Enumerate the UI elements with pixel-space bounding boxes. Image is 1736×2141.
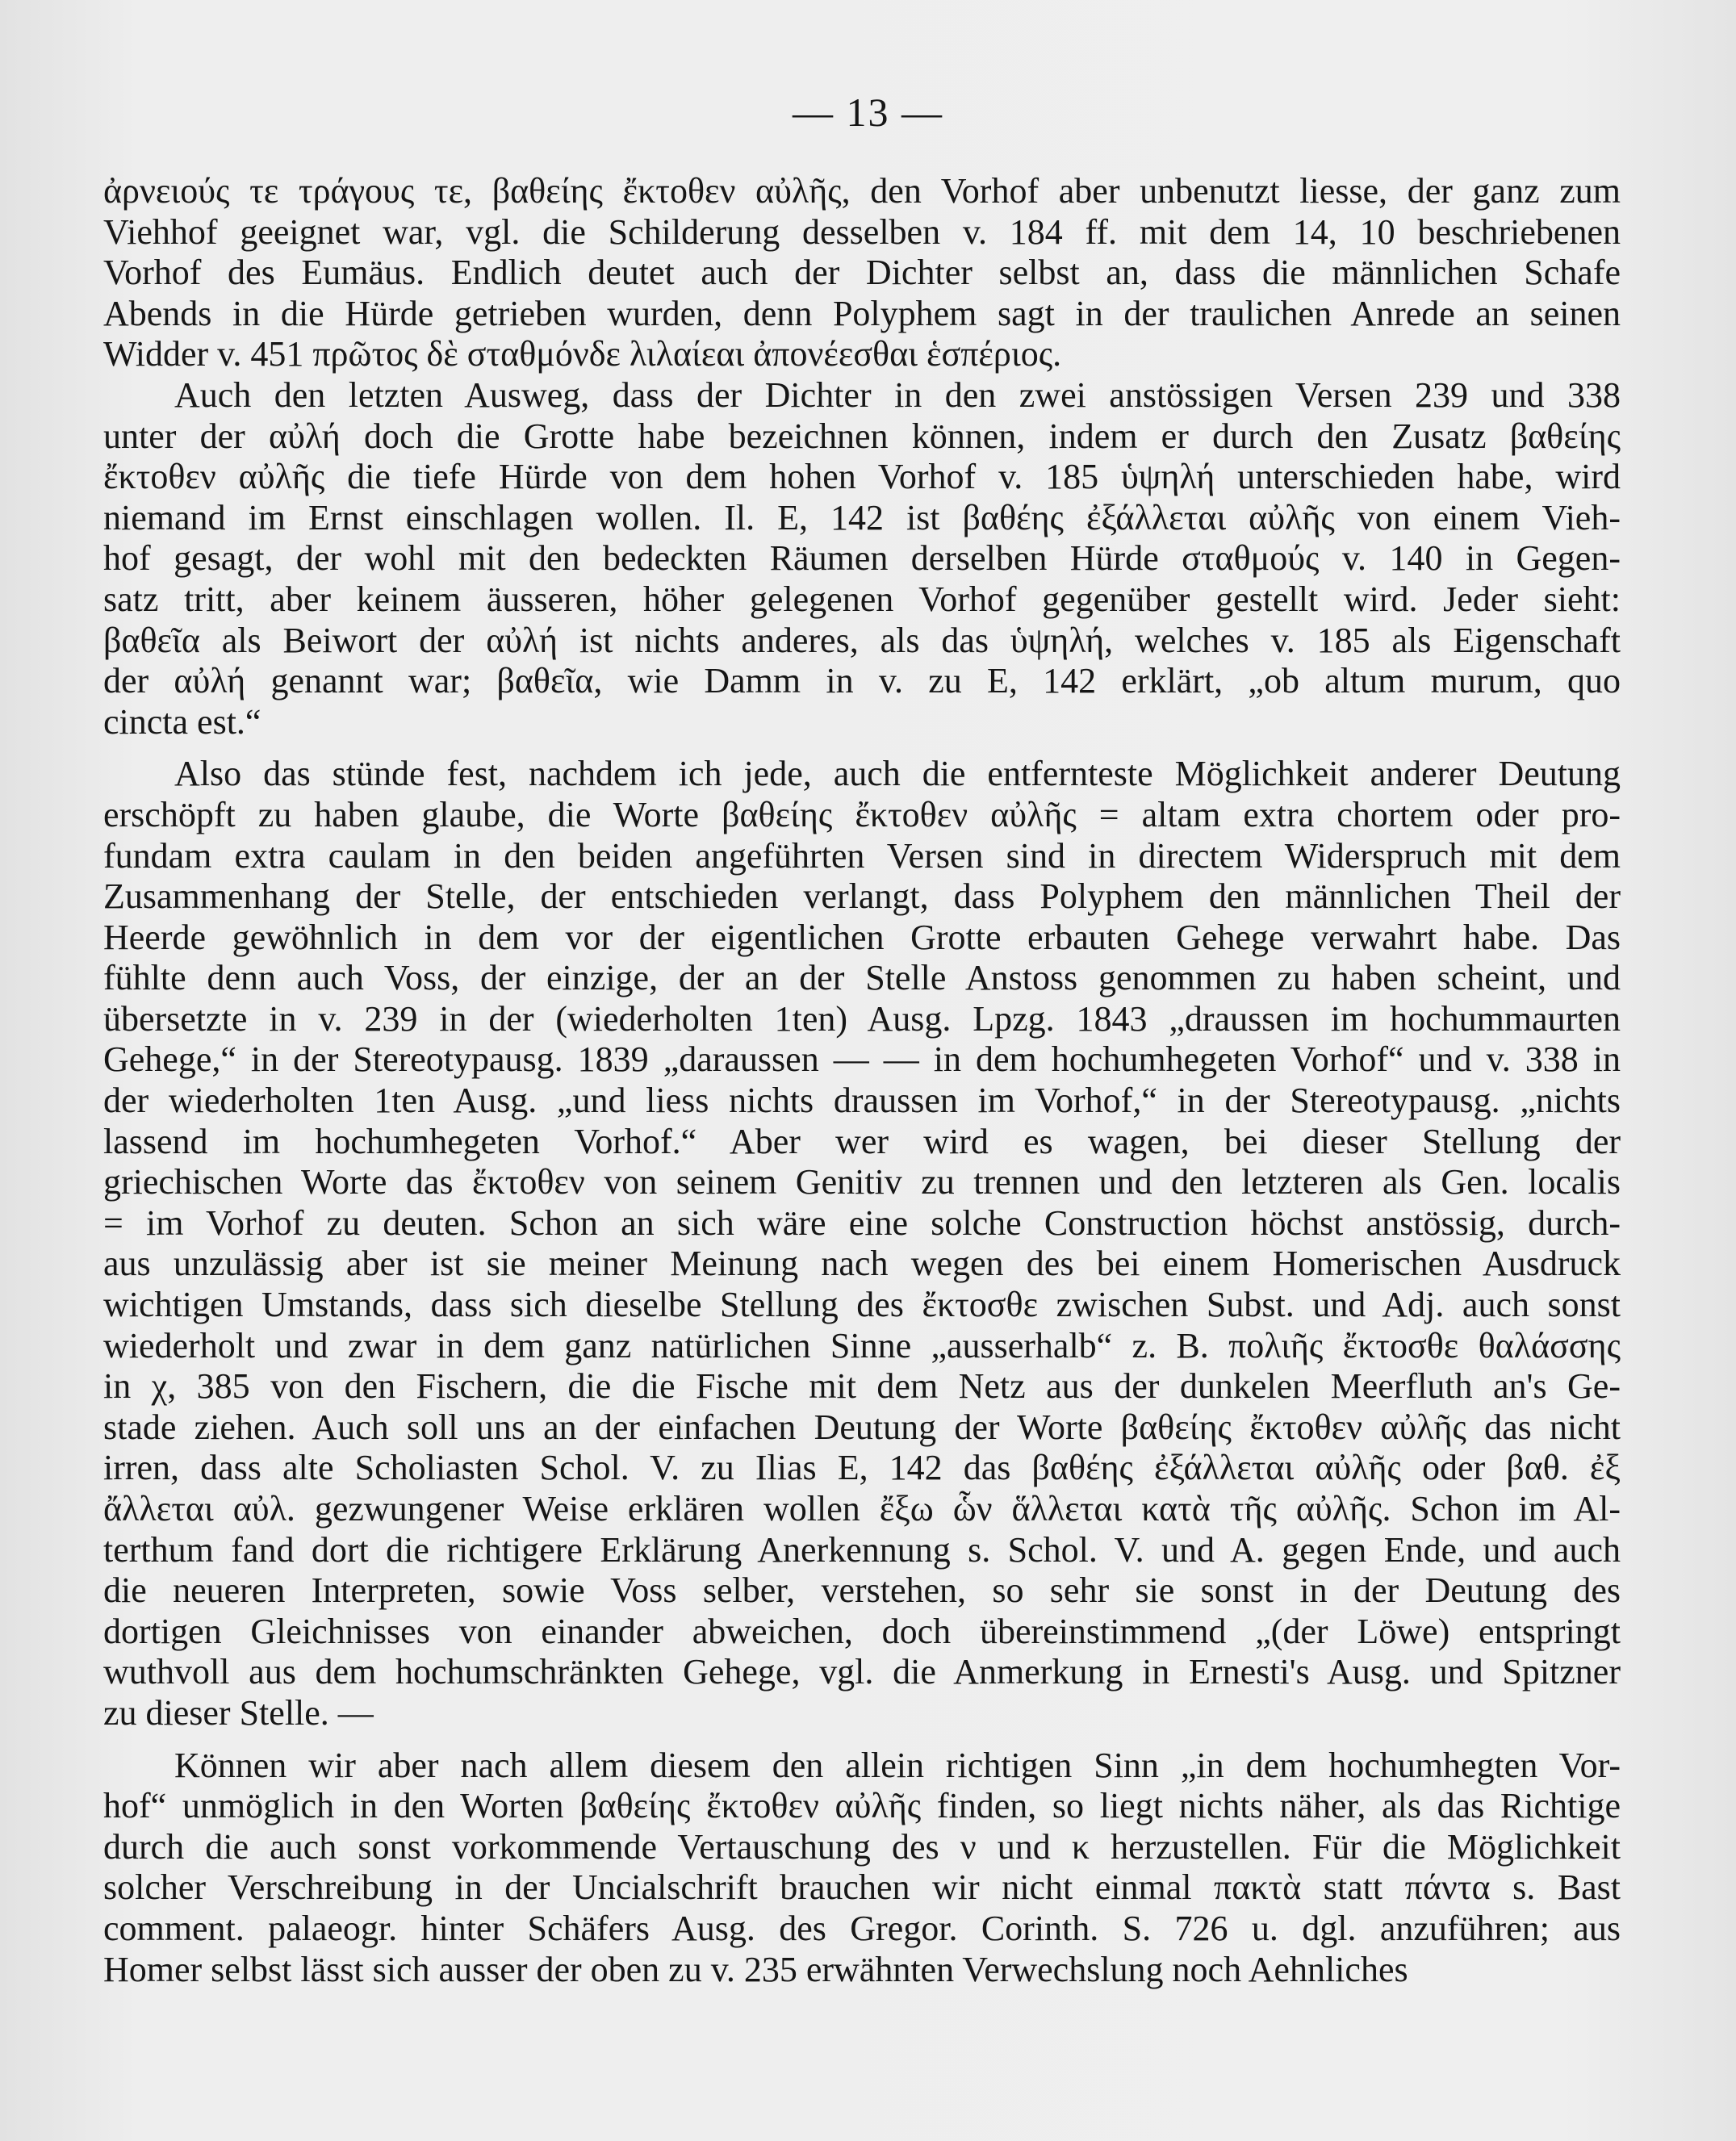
text-line: Vorhof des Eumäus. Endlich deutet auch der Dichter selbst an, dass die männlichen Schafe: [103, 253, 1621, 293]
text-line: ἔκτοθεν αὐλῆς die tiefe Hürde von dem hohen Vorhof v. 185 ὑψηλή unterschieden habe, wird: [103, 457, 1621, 497]
text-line: griechischen Worte das ἔκτοθεν von seinem Genitiv zu trennen und den letzteren als Gen. localis: [103, 1162, 1621, 1202]
text-line: Abends in die Hürde getrieben wurden, denn Polyphem sagt in der traulichen Anrede an seinen: [103, 293, 1621, 333]
text-line: die neueren Interpreten, sowie Voss selber, verstehen, so sehr sie sonst in der Deutung des: [103, 1570, 1621, 1611]
paragraph-3: [103, 754, 1621, 1733]
text-line: comment. palaeogr. hinter Schäfers Ausg. des Gregor. Corinth. S. 726 u. dgl. anzuführen; aus: [103, 1908, 1621, 1948]
text-line: Zusammenhang der Stelle, der entschieden verlangt, dass Polyphem den männlichen Theil der: [103, 876, 1621, 917]
text-line: ἀρνειούς τε τράγους τε, βαθείης ἔκτοθεν αὐλῆς, den Vorhof aber unbenutzt liesse, der ganz zum: [103, 171, 1621, 211]
text-line: Also das stünde fest, nachdem ich jede, auch die entfernteste Möglichkeit anderer Deutung: [174, 754, 1621, 794]
text-line: Viehhof geeignet war, vgl. die Schilderung desselben v. 184 ff. mit dem 14, 10 beschriebenen: [103, 211, 1621, 252]
text-line: Können wir aber nach allem diesem den allein richtigen Sinn „in dem hochumhegten Vor-: [174, 1745, 1621, 1785]
text-line: fühlte denn auch Voss, der einzige, der an der Stelle Anstoss genommen zu haben scheint, und: [103, 958, 1621, 998]
paragraph-1: [103, 171, 1621, 375]
text-line: erschöpft zu haben glaube, die Worte βαθείης ἔκτοθεν αὐλῆς = altam extra chortem oder pro-: [103, 794, 1621, 834]
body-text: [103, 171, 1621, 1990]
text-line: irren, dass alte Scholiasten Schol. V. zu Ilias E, 142 das βαθέης ἐξάλλεται αὐλῆς oder βαθ. ἐξ: [103, 1448, 1621, 1488]
text-line: fundam extra caulam in den beiden angeführten Versen sind in directem Widerspruch mit dem: [103, 835, 1621, 876]
text-line: wichtigen Umstands, dass sich dieselbe Stellung des ἔκτοσθε zwischen Subst. und Adj. auch sonst: [103, 1285, 1621, 1325]
text-line: stade ziehen. Auch soll uns an der einfachen Deutung der Worte βαθείης ἔκτοθεν αὐλῆς das nicht: [103, 1407, 1621, 1447]
text-line: der wiederholten 1ten Ausg. „und liess nichts draussen im Vorhof,“ in der Stereotypausg. „nichts: [103, 1081, 1621, 1121]
text-line: solcher Verschreibung in der Uncialschrift brauchen wir nicht einmal πακτὰ statt πάντα s. Bast: [103, 1867, 1621, 1908]
text-line: in χ, 385 von den Fischern, die die Fische mit dem Netz aus der dunkelen Meerfluth an's Ge-: [103, 1366, 1621, 1407]
text-line: hof“ unmöglich in den Worten βαθείης ἔκτοθεν αὐλῆς finden, so liegt nichts näher, als das Richtige: [103, 1786, 1621, 1826]
text-line: lassend im hochumhegeten Vorhof.“ Aber wer wird es wagen, bei dieser Stellung der: [103, 1121, 1621, 1161]
text-line: = im Vorhof zu deuten. Schon an sich wäre eine solche Construction höchst anstössig, durch-: [103, 1202, 1621, 1243]
text-line: ἄλλεται αὐλ. gezwungener Weise erklären wollen ἔξω ὧν ἅλλεται κατὰ τῆς αὐλῆς. Schon im Al-: [103, 1489, 1621, 1528]
text-line: übersetzte in v. 239 in der (wiederholten 1ten) Ausg. Lpzg. 1843 „draussen im hochummaurten: [103, 998, 1621, 1039]
text-line: niemand im Ernst einschlagen wollen. Il. E, 142 ist βαθέης ἐξάλλεται αὐλῆς von einem Vieh-: [103, 497, 1621, 537]
text-line: wiederholt und zwar in dem ganz natürlichen Sinne „ausserhalb“ z. B. πολιῆς ἔκτοσθε θαλάσσης: [103, 1325, 1621, 1365]
page-number: — 13 —: [793, 90, 943, 135]
text-line: der αὐλή genannt war; βαθεῖα, wie Damm in v. zu E, 142 erklärt, „ob altum murum, quo: [103, 661, 1621, 701]
text-line: cincta est.“: [103, 701, 261, 742]
text-line: durch die auch sonst vorkommende Vertauschung des ν und κ herzustellen. Für die Möglichkeit: [103, 1826, 1621, 1867]
text-line: Gehege,“ in der Stereotypausg. 1839 „daraussen — — in dem hochumhegeten Vorhof“ und v. 338 in: [103, 1039, 1621, 1080]
text-line: dortigen Gleichnisses von einander abweichen, doch übereinstimmend „(der Löwe) entspringt: [103, 1611, 1621, 1651]
text-line: unter der αὐλή doch die Grotte habe bezeichnen können, indem er durch den Zusatz βαθείης: [103, 416, 1621, 456]
text-line: hof gesagt, der wohl mit den bedeckten Räumen derselben Hürde σταθμούς v. 140 in Gegen-: [103, 538, 1621, 579]
paragraph-2: [103, 375, 1621, 742]
text-line: aus unzulässig aber ist sie meiner Meinung nach wegen des bei einem Homerischen Ausdruck: [103, 1244, 1621, 1284]
text-line: wuthvoll aus dem hochumschränkten Gehege, vgl. die Anmerkung in Ernesti's Ausg. und Spitzner: [103, 1652, 1621, 1692]
text-line: Heerde gewöhnlich in dem vor der eigentlichen Grotte erbauten Gehege verwahrt habe. Das: [103, 917, 1621, 957]
text-line: satz tritt, aber keinem äusseren, höher gelegenen Vorhof gegenüber gestellt wird. Jeder sieht:: [103, 579, 1621, 619]
paragraph-4: [103, 1746, 1621, 1991]
text-line: zu dieser Stelle. —: [103, 1692, 374, 1733]
text-line: terthum fand dort die richtigere Erklärung Anerkennung s. Schol. V. und A. gegen Ende, und auch: [103, 1529, 1621, 1570]
text-line: Widder v. 451 πρῶτος δὲ σταθμόνδε λιλαίεαι ἀπονέεσθαι ἑσπέριος.: [103, 334, 1062, 374]
text-line: Homer selbst lässt sich ausser der oben zu v. 235 erwähnten Verwechslung noch Aehnliches: [103, 1949, 1408, 1989]
text-line: βαθεῖα als Beiwort der αὐλή ist nichts anderes, als das ὑψηλή, welches v. 185 als Eigenschaft: [103, 620, 1621, 660]
text-line: Auch den letzten Ausweg, dass der Dichter in den zwei anstössigen Versen 239 und 338: [174, 374, 1621, 415]
